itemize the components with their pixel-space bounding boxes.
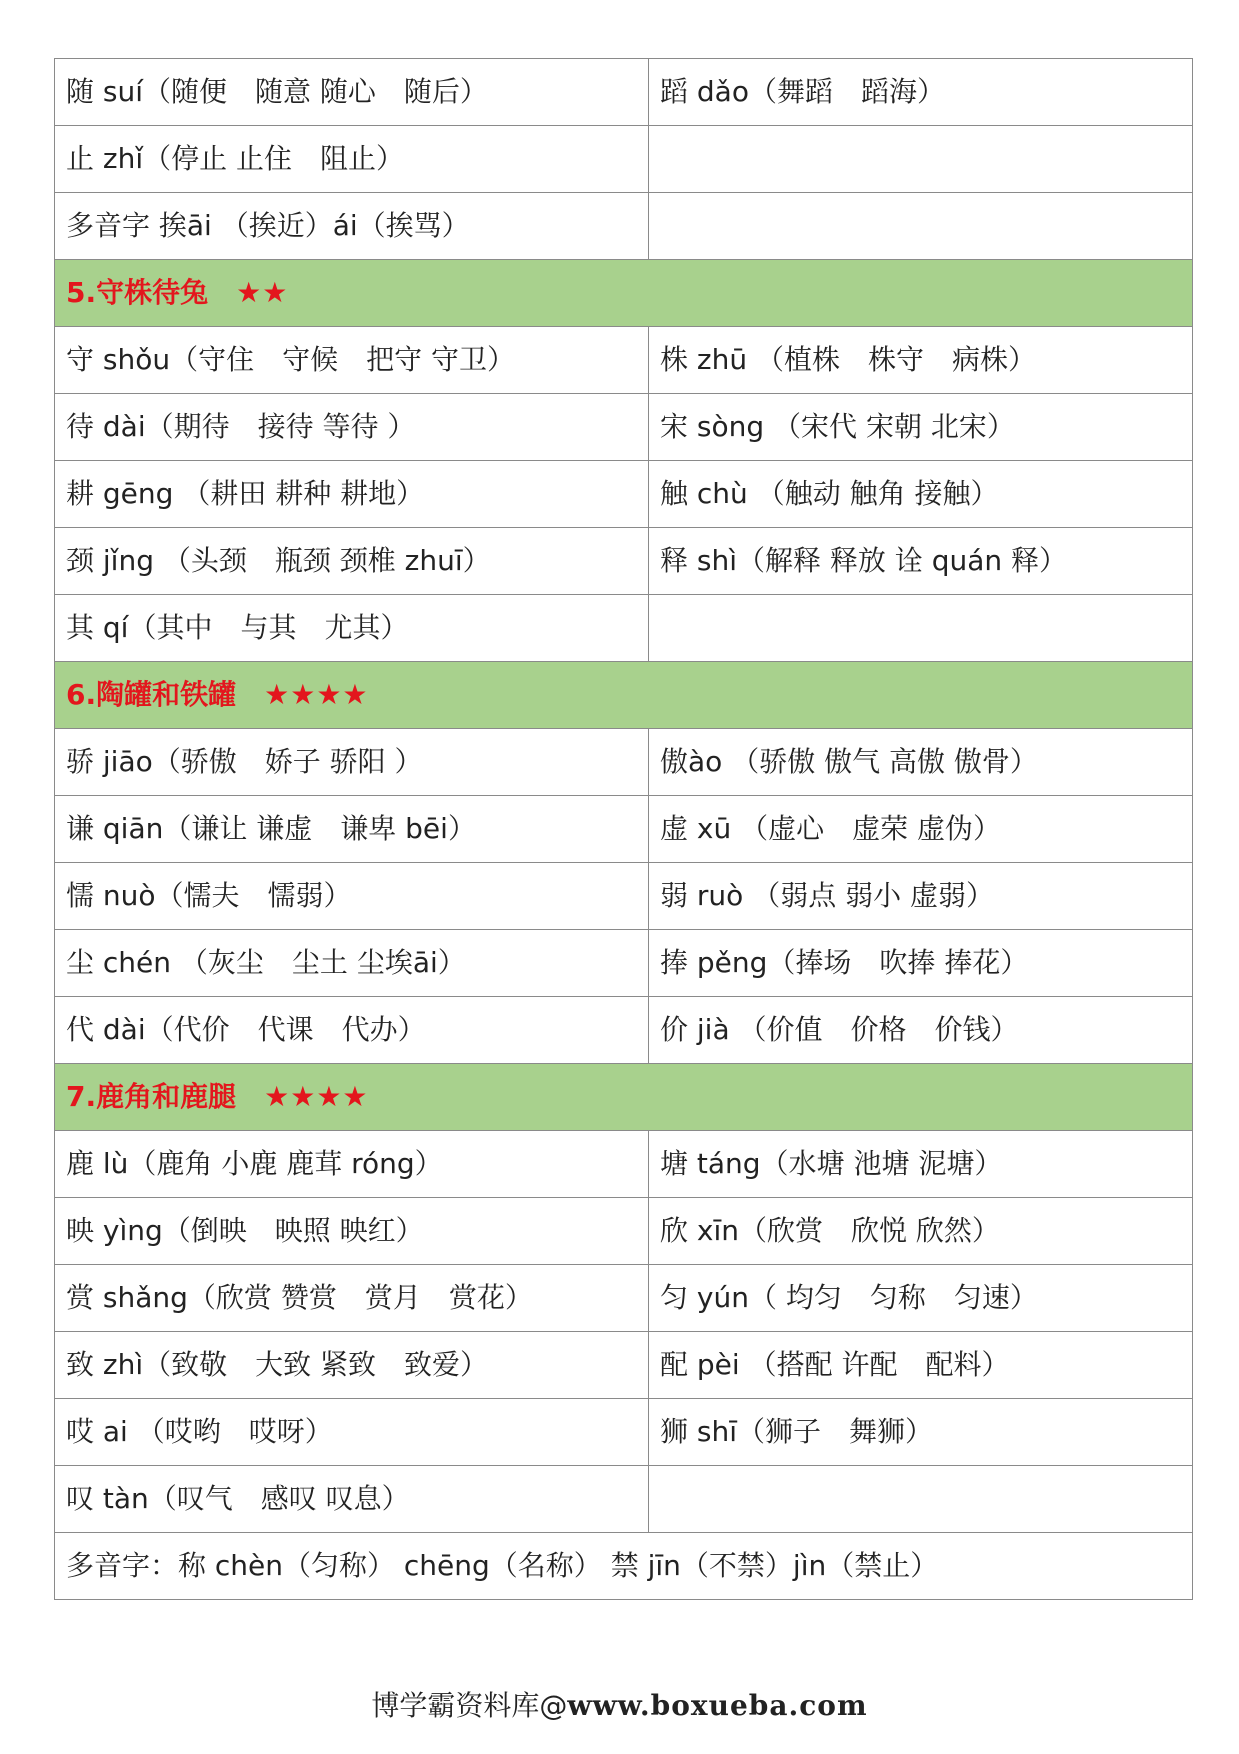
section-header-row <box>55 1064 1193 1131</box>
table-row <box>55 997 1193 1064</box>
table-row <box>55 1131 1193 1198</box>
table-row <box>55 327 1193 394</box>
vocabulary-table <box>54 58 1193 1600</box>
table-cell-left: 致 zhì（致敬 大致 紧致 致爱） <box>55 1332 649 1399</box>
table-cell-left: 多音字 挨āi （挨近）ái（挨骂） <box>55 193 649 260</box>
table-cell-left: 耕 gēng （耕田 耕种 耕地） <box>55 461 649 528</box>
table-row <box>55 930 1193 997</box>
table-row <box>55 1198 1193 1265</box>
table-cell-left: 骄 jiāo（骄傲 娇子 骄阳 ） <box>55 729 649 796</box>
table-cell-right: 价 jià （价值 价格 价钱） <box>649 997 1193 1064</box>
table-cell-left: 随 suí（随便 随意 随心 随后） <box>55 59 649 126</box>
table-row <box>55 863 1193 930</box>
table-cell-right <box>649 595 1193 662</box>
table-row <box>55 528 1193 595</box>
table-cell-left: 懦 nuò（懦夫 懦弱） <box>55 863 649 930</box>
table-row <box>55 1399 1193 1466</box>
table-cell-right <box>649 126 1193 193</box>
section-header <box>55 662 1193 729</box>
table-cell-right: 蹈 dǎo（舞蹈 蹈海） <box>649 59 1193 126</box>
table-cell-left: 叹 tàn（叹气 感叹 叹息） <box>55 1466 649 1533</box>
table-row <box>55 193 1193 260</box>
table-row <box>55 1332 1193 1399</box>
table-row <box>55 461 1193 528</box>
section-stars: ★★★★ <box>264 1079 369 1113</box>
table-cell-right: 配 pèi （搭配 许配 配料） <box>649 1332 1193 1399</box>
table-row <box>55 729 1193 796</box>
table-cell-right: 触 chù （触动 触角 接触） <box>649 461 1193 528</box>
table-cell-left: 颈 jǐng （头颈 瓶颈 颈椎 zhuī） <box>55 528 649 595</box>
section-title: 6.陶罐和铁罐 <box>66 677 237 711</box>
table-cell-right: 捧 pěng（捧场 吹捧 捧花） <box>649 930 1193 997</box>
section-header <box>55 1064 1193 1131</box>
table-cell-right <box>649 1466 1193 1533</box>
section-header <box>55 260 1193 327</box>
table-row <box>55 394 1193 461</box>
footer-watermark <box>0 1684 1239 1724</box>
table-row <box>55 796 1193 863</box>
table-cell-right <box>649 193 1193 260</box>
table-row <box>55 59 1193 126</box>
table-row <box>55 1265 1193 1332</box>
table-cell-right: 狮 shī（狮子 舞狮） <box>649 1399 1193 1466</box>
table-cell-right: 虚 xū （虚心 虚荣 虚伪） <box>649 796 1193 863</box>
section-title: 7.鹿角和鹿腿 <box>66 1079 237 1113</box>
table-cell-right: 匀 yún（ 均匀 匀称 匀速） <box>649 1265 1193 1332</box>
section-stars: ★★ <box>236 275 289 309</box>
footer-url: www.boxueba.com <box>567 1689 868 1722</box>
table-cell-left: 谦 qiān（谦让 谦虚 谦卑 bēi） <box>55 796 649 863</box>
footer-site: 博学霸资料库@ <box>371 1689 568 1722</box>
table-cell-right: 塘 táng（水塘 池塘 泥塘） <box>649 1131 1193 1198</box>
table-cell-left: 哎 ai （哎哟 哎呀） <box>55 1399 649 1466</box>
table-cell-right: 傲ào （骄傲 傲气 高傲 傲骨） <box>649 729 1193 796</box>
table-cell-left: 代 dài（代价 代课 代办） <box>55 997 649 1064</box>
table-cell-left: 守 shǒu（守住 守候 把守 守卫） <box>55 327 649 394</box>
table-cell-left: 尘 chén （灰尘 尘土 尘埃āi） <box>55 930 649 997</box>
table-cell-left: 待 dài（期待 接待 等待 ） <box>55 394 649 461</box>
table-cell-left: 其 qí（其中 与其 尤其） <box>55 595 649 662</box>
table-cell-right: 株 zhū （植株 株守 病株） <box>649 327 1193 394</box>
table-cell-left: 止 zhǐ（停止 止住 阻止） <box>55 126 649 193</box>
section-header-row <box>55 662 1193 729</box>
table-cell-right: 欣 xīn（欣赏 欣悦 欣然） <box>649 1198 1193 1265</box>
table-cell-right: 弱 ruò （弱点 弱小 虚弱） <box>649 863 1193 930</box>
table-cell-left: 映 yìng（倒映 映照 映红） <box>55 1198 649 1265</box>
section-header-row <box>55 260 1193 327</box>
table-cell-right: 宋 sòng （宋代 宋朝 北宋） <box>649 394 1193 461</box>
table-row <box>55 126 1193 193</box>
section-title: 5.守株待兔 <box>66 275 209 309</box>
table-cell-full: 多音字：称 chèn（匀称） chēng（名称） 禁 jīn（不禁）jìn（禁止） <box>55 1533 1193 1600</box>
table-cell-left: 鹿 lù（鹿角 小鹿 鹿茸 róng） <box>55 1131 649 1198</box>
table-row <box>55 1533 1193 1600</box>
table-row <box>55 595 1193 662</box>
table-cell-left: 赏 shǎng（欣赏 赞赏 赏月 赏花） <box>55 1265 649 1332</box>
table-cell-right: 释 shì（解释 释放 诠 quán 释） <box>649 528 1193 595</box>
section-stars: ★★★★ <box>264 677 369 711</box>
table-row <box>55 1466 1193 1533</box>
